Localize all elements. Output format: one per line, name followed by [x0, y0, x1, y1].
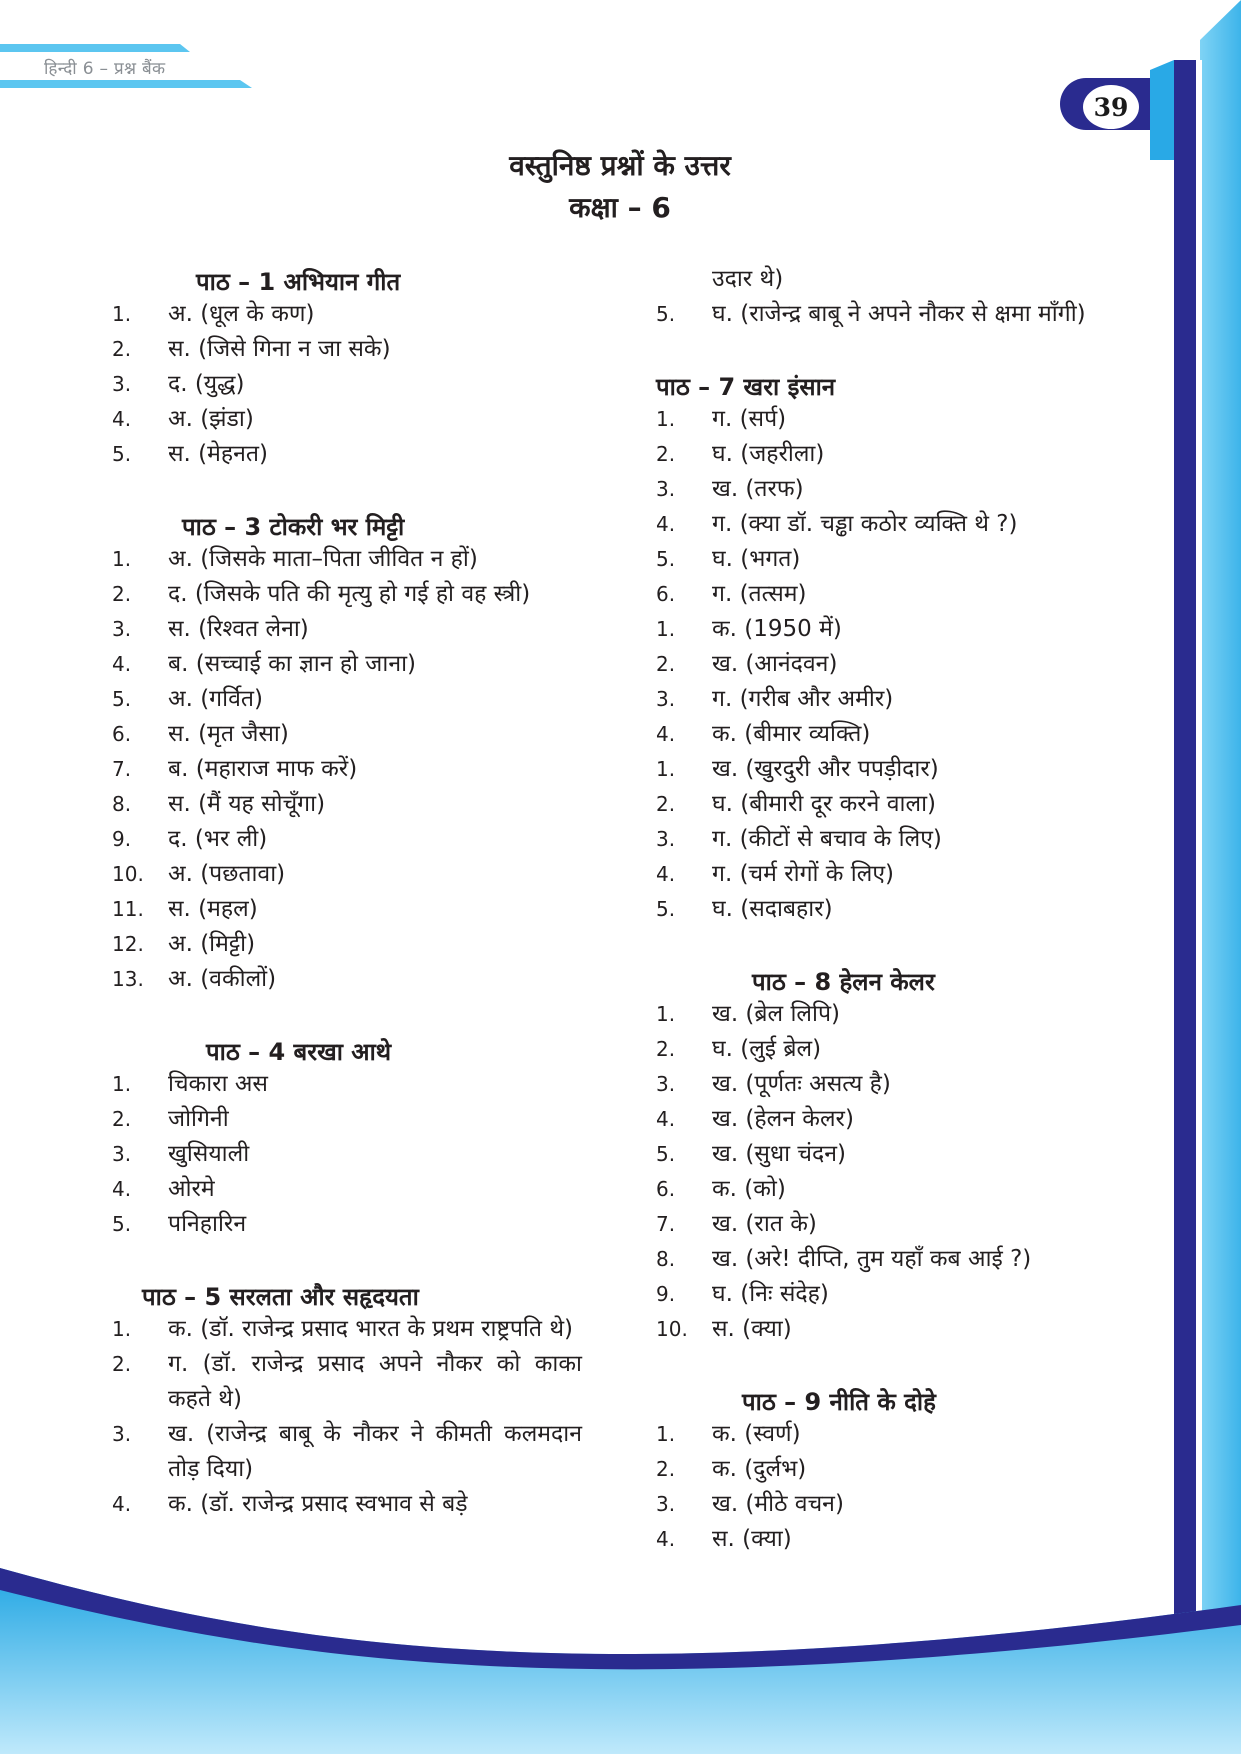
answer-text: ग. (कीटों से बचाव के लिए) [712, 826, 942, 852]
answer-text: घ. (बीमारी दूर करने वाला) [712, 791, 937, 817]
answer-number: 2. [112, 1107, 132, 1131]
page-title: वस्तुनिष्ठ प्रश्नों के उत्तर [509, 149, 731, 182]
answer-text: अ. (वकीलों) [168, 966, 277, 992]
answer-text: ख. (रात के) [712, 1211, 817, 1237]
answer-number: 1. [112, 1317, 132, 1341]
answer-text: घ. (जहरीला) [712, 441, 825, 467]
page-subtitle: कक्षा – 6 [569, 191, 671, 224]
answer-text: ग. (डॉ. राजेन्द्र प्रसाद अपने नौकर को काका कहते थे) [168, 1351, 582, 1412]
answer-item [656, 1067, 1126, 1102]
right-column [656, 262, 1126, 1557]
answer-text: ख. (राजेन्द्र बाबू के नौकर ने कीमती कलमदान तोड़ दिया) [168, 1421, 582, 1482]
answer-number: 1. [112, 547, 132, 571]
answer-text: स. (जिसे गिना न जा सके) [168, 336, 391, 362]
answer-item [112, 1102, 582, 1137]
answer-text: ब. (सच्चाई का ज्ञान हो जाना) [168, 651, 417, 677]
answer-text: द. (जिसके पति की मृत्यु हो गई हो वह स्त्री) [168, 581, 531, 607]
answer-item [112, 297, 582, 332]
answer-item [656, 1032, 1126, 1067]
answer-number: 3. [112, 1142, 132, 1166]
answer-text: क. (को) [712, 1176, 786, 1202]
answer-item [112, 612, 582, 647]
answer-item [112, 1172, 582, 1207]
answer-item [656, 1487, 1126, 1522]
answer-item [112, 577, 582, 612]
answer-number: 5. [656, 302, 676, 326]
answer-item [112, 857, 582, 892]
answer-number: 3. [656, 1072, 676, 1096]
answer-item [656, 437, 1126, 472]
answer-text: स. (मृत जैसा) [168, 721, 289, 747]
answer-text: स. (क्या) [712, 1526, 792, 1552]
answer-continuation: उदार थे) [712, 266, 784, 292]
answer-item [112, 542, 582, 577]
answer-number: 6. [112, 722, 132, 746]
section-heading: पाठ – 4 बरखा आथे [206, 1038, 392, 1066]
answer-text: खुसियाली [168, 1141, 250, 1167]
answer-item [656, 612, 1126, 647]
answer-item [656, 1417, 1126, 1452]
answer-text: ख. (तरफ) [712, 476, 804, 502]
answer-item [112, 1417, 582, 1487]
answer-number: 3. [112, 372, 132, 396]
answer-number: 2. [112, 337, 132, 361]
answer-number: 4. [112, 1177, 132, 1201]
answer-number: 7. [112, 757, 132, 781]
answer-text: अ. (जिसके माता–पिता जीवित न हों) [168, 546, 478, 572]
answer-number: 2. [656, 792, 676, 816]
answer-number: 2. [656, 652, 676, 676]
side-panel [1200, 0, 1241, 1620]
answer-item [656, 1277, 1126, 1312]
answer-text: अ. (झंडा) [168, 406, 254, 432]
section-heading: पाठ – 5 सरलता और सहृदयता [142, 1283, 419, 1311]
answer-number: 5. [112, 1212, 132, 1236]
answer-text: ख. (ब्रेल लिपि) [712, 1001, 840, 1027]
answer-text: स. (महल) [168, 896, 258, 922]
answer-text: अ. (धूल के कण) [168, 301, 315, 327]
answer-number: 5. [656, 897, 676, 921]
answer-number: 3. [112, 1422, 132, 1446]
answer-number: 7. [656, 1212, 676, 1236]
answer-item [112, 437, 582, 472]
answer-number: 3. [112, 617, 132, 641]
answer-number: 3. [656, 1492, 676, 1516]
answer-number: 1. [656, 617, 676, 641]
answer-text: ग. (चर्म रोगों के लिए) [712, 861, 895, 887]
answer-item [656, 1452, 1126, 1487]
answer-item [112, 1347, 582, 1417]
answer-text: क. (1950 में) [712, 616, 842, 642]
answer-number: 2. [656, 1457, 676, 1481]
answer-number: 9. [656, 1282, 676, 1306]
answer-number: 4. [656, 722, 676, 746]
answer-number: 1. [656, 407, 676, 431]
answer-text: घ. (सदाबहार) [712, 896, 833, 922]
answer-item [112, 1487, 582, 1522]
answer-item [112, 682, 582, 717]
answer-number: 6. [656, 1177, 676, 1201]
section-heading: पाठ – 8 हेलन केलर [752, 968, 935, 996]
answer-text: चिकारा अस [168, 1071, 268, 1097]
answer-text: स. (रिश्वत लेना) [168, 616, 309, 642]
answer-item [112, 647, 582, 682]
book-label: हिन्दी 6 – प्रश्न बैंक [44, 59, 166, 79]
answer-text: ख. (सुधा चंदन) [712, 1141, 846, 1167]
answer-text: घ. (लुई ब्रेल) [712, 1036, 822, 1062]
answer-text: स. (मेहनत) [168, 441, 268, 467]
answer-item [656, 892, 1126, 927]
answer-text: क. (स्वर्ण) [712, 1421, 801, 1447]
answer-text: ब. (महाराज माफ करें) [168, 756, 358, 782]
header-strip [0, 44, 190, 52]
answer-text: घ. (भगत) [712, 546, 801, 572]
answer-item [656, 1137, 1126, 1172]
answer-number: 4. [112, 652, 132, 676]
answer-text: ख. (खुरदुरी और पपड़ीदार) [712, 756, 939, 782]
answer-text: स. (मैं यह सोचूँगा) [168, 791, 326, 817]
answer-text: अ. (पछतावा) [168, 861, 286, 887]
answer-text: ग. (क्या डॉ. चड्ढा कठोर व्यक्ति थे ?) [712, 511, 1018, 537]
answer-number: 12. [112, 932, 144, 956]
answer-number: 2. [656, 442, 676, 466]
answer-item [656, 1312, 1126, 1347]
answer-text: पनिहारिन [168, 1211, 247, 1237]
answer-item [656, 682, 1126, 717]
answer-item [112, 962, 582, 997]
answer-text: ओरमे [168, 1176, 215, 1202]
answer-number: 6. [656, 582, 676, 606]
section-heading: पाठ – 7 खरा इंसान [656, 373, 836, 401]
answer-item [112, 717, 582, 752]
answer-item [656, 857, 1126, 892]
answer-number: 10. [112, 862, 144, 886]
answer-number: 5. [656, 547, 676, 571]
answer-item [112, 787, 582, 822]
answer-number: 4. [656, 512, 676, 536]
answer-number: 13. [112, 967, 144, 991]
answer-item [656, 1102, 1126, 1137]
answer-item [112, 402, 582, 437]
answer-number: 4. [656, 1527, 676, 1551]
answer-item [656, 1242, 1126, 1277]
section-heading: पाठ – 3 टोकरी भर मिट्टी [182, 513, 405, 541]
answer-text: क. (बीमार व्यक्ति) [712, 721, 871, 747]
answer-number: 3. [656, 477, 676, 501]
answer-item [112, 752, 582, 787]
answer-number: 1. [656, 1002, 676, 1026]
answer-item [112, 1067, 582, 1102]
answer-text: ग. (तत्सम) [712, 581, 807, 607]
answer-number: 2. [656, 1037, 676, 1061]
answer-text: स. (क्या) [712, 1316, 792, 1342]
answer-number: 5. [112, 442, 132, 466]
answer-number: 2. [112, 582, 132, 606]
answer-item [112, 1207, 582, 1242]
answer-item [112, 1312, 582, 1347]
answer-number: 4. [656, 1107, 676, 1131]
answer-number: 9. [112, 827, 132, 851]
answer-item [112, 892, 582, 927]
answer-text: अ. (मिट्टी) [168, 931, 256, 957]
answer-text: घ. (निः संदेह) [712, 1281, 829, 1307]
answer-number: 4. [112, 1492, 132, 1516]
answer-item [656, 1207, 1126, 1242]
answer-item [656, 472, 1126, 507]
answer-text: क. (डॉ. राजेन्द्र प्रसाद भारत के प्रथम राष्ट्रपति थे) [168, 1316, 574, 1342]
answer-item [656, 577, 1126, 612]
answer-text: ख. (पूर्णतः असत्य है) [712, 1071, 891, 1097]
answer-text: ग. (गरीब और अमीर) [712, 686, 894, 712]
answer-item [656, 542, 1126, 577]
answer-number: 2. [112, 1352, 132, 1376]
answer-item [656, 1172, 1126, 1207]
answer-number: 4. [656, 862, 676, 886]
section-heading: पाठ – 9 नीति के दोहे [742, 1388, 936, 1416]
answer-item [656, 402, 1126, 437]
answer-text: क. (डॉ. राजेन्द्र प्रसाद स्वभाव से बड़े [168, 1491, 468, 1517]
answer-number: 11. [112, 897, 144, 921]
answer-text: ख. (हेलन केलर) [712, 1106, 854, 1132]
answer-item [112, 1137, 582, 1172]
answer-text: अ. (गर्वित) [168, 686, 263, 712]
answer-item [656, 717, 1126, 752]
answer-number: 4. [112, 407, 132, 431]
answer-number: 1. [112, 302, 132, 326]
answer-item [112, 332, 582, 367]
answer-text: द. (भर ली) [168, 826, 268, 852]
answer-text: ख. (मीठे वचन) [712, 1491, 844, 1517]
answer-item [112, 822, 582, 857]
section-heading: पाठ – 1 अभियान गीत [196, 268, 401, 296]
answer-item [656, 297, 1126, 332]
answer-text: जोगिनी [168, 1106, 229, 1132]
answer-number: 5. [112, 687, 132, 711]
answer-number: 8. [656, 1247, 676, 1271]
answer-number: 10. [656, 1317, 688, 1341]
answer-number: 8. [112, 792, 132, 816]
answer-number: 5. [656, 1142, 676, 1166]
left-column [112, 262, 582, 1522]
answer-text: क. (दुर्लभ) [712, 1456, 807, 1482]
answer-text: ग. (सर्प) [712, 406, 787, 432]
answer-text: ख. (आनंदवन) [712, 651, 838, 677]
answer-item [656, 752, 1126, 787]
answer-text: द. (युद्ध) [168, 371, 245, 397]
answer-number: 1. [656, 757, 676, 781]
answer-number: 3. [656, 827, 676, 851]
answer-item [112, 927, 582, 962]
answer-item [656, 507, 1126, 542]
answer-item [656, 647, 1126, 682]
answer-item [656, 787, 1126, 822]
answer-number: 3. [656, 687, 676, 711]
answer-number: 1. [112, 1072, 132, 1096]
answer-item [656, 997, 1126, 1032]
page-number: 39 [1093, 92, 1129, 122]
answer-item [656, 822, 1126, 857]
answer-text: ख. (अरे! दीप्ति, तुम यहाँ कब आई ?) [712, 1246, 1032, 1272]
answer-item [656, 1522, 1126, 1557]
answer-item [112, 367, 582, 402]
answer-number: 1. [656, 1422, 676, 1446]
answer-text: घ. (राजेन्द्र बाबू ने अपने नौकर से क्षमा माँगी) [712, 301, 1086, 327]
